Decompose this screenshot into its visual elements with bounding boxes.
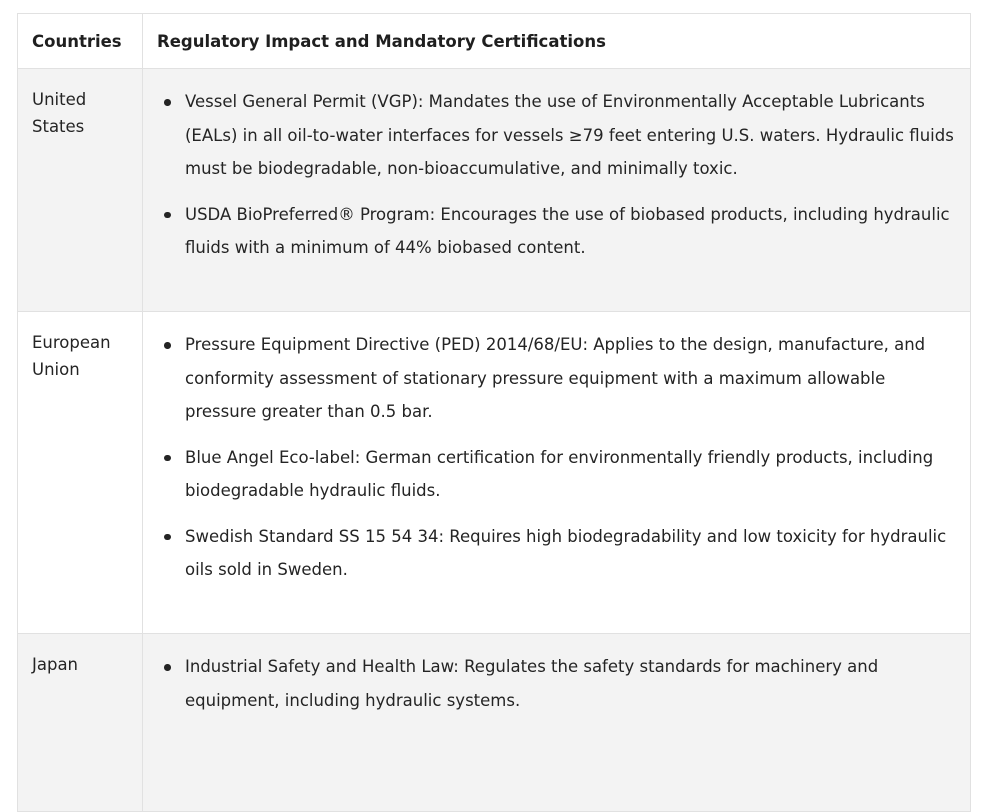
bullet-icon [164,455,171,462]
regulation-list [161,85,958,265]
country-cell: European Union [18,312,143,634]
bullet-icon [164,534,171,541]
regulation-list [161,650,958,717]
regulation-item [161,441,958,508]
regulations-cell [143,312,971,634]
bullet-icon [164,212,171,219]
table-row [18,634,971,812]
regulation-item [161,198,958,265]
regulation-text: Industrial Safety and Health Law: Regulates the safety standards for machinery and equipment, including hydraulic systems. [185,657,879,710]
regulations-table [17,13,971,812]
regulations-cell [143,69,971,312]
regulations-table-container [17,13,970,812]
regulation-item [161,85,958,186]
header-countries: Countries [18,14,143,69]
header-regulatory-impact: Regulatory Impact and Mandatory Certifications [143,14,971,69]
country-cell: Japan [18,634,143,812]
regulation-text: Vessel General Permit (VGP): Mandates the use of Environmentally Acceptable Lubricants (EALs) in all oil-to-water interfaces for vessels ≥79 feet entering U.S. waters. Hydraulic fluids must be biodegradable, non-bioaccumulative, and minimally toxic. [185,92,954,178]
regulation-item [161,520,958,587]
bullet-icon [164,342,171,349]
regulation-text: Blue Angel Eco-label: German certification for environmentally friendly products, including biodegradable hydraulic fluids. [185,447,934,500]
regulation-list [161,328,958,587]
regulation-text: Pressure Equipment Directive (PED) 2014/68/EU: Applies to the design, manufacture, and conformity assessment of stationary pressure equipment with a maximum allowable pressure greater than 0.5 bar. [185,335,926,421]
regulation-text: USDA BioPreferred® Program: Encourages the use of biobased products, including hydraulic fluids with a minimum of 44% biobased content. [185,204,950,257]
table-row [18,312,971,634]
regulation-text: Swedish Standard SS 15 54 34: Requires high biodegradability and low toxicity for hydraulic oils sold in Sweden. [185,526,947,579]
country-cell: United States [18,69,143,312]
regulations-cell [143,634,971,812]
table-header-row [18,14,971,69]
bullet-icon [164,664,171,671]
regulation-item [161,650,958,717]
regulation-item [161,328,958,429]
bullet-icon [164,99,171,106]
table-row [18,69,971,312]
